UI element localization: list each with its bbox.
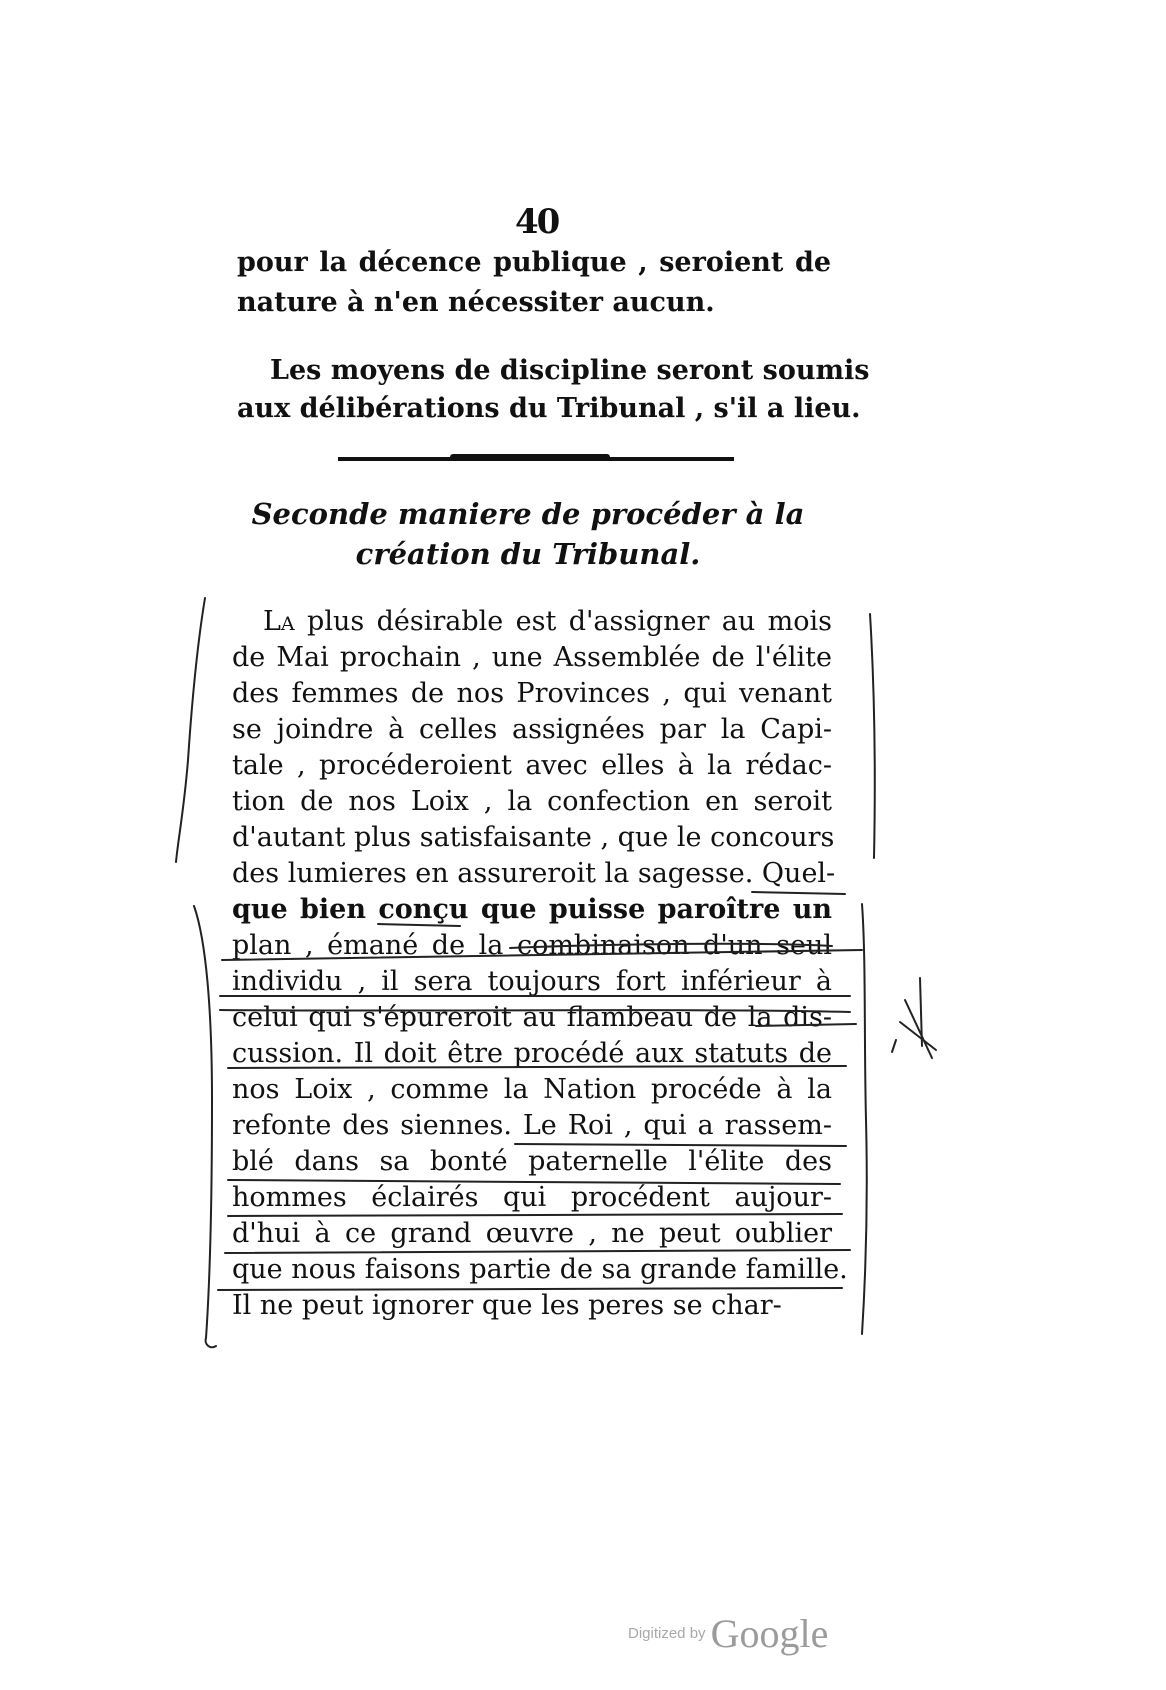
body-line-2: de Mai prochain , une Assemblée de l'élite bbox=[232, 642, 832, 673]
section-divider-center bbox=[450, 454, 610, 460]
body-line-8: des lumieres en assureroit la sagesse. Quel- bbox=[232, 858, 836, 889]
body-line-20: Il ne peut ignorer que les peres se char- bbox=[232, 1290, 782, 1321]
right-bracket-lower bbox=[862, 904, 867, 1334]
body-line-14: nos Loix , comme la Nation procéde à la bbox=[232, 1074, 832, 1105]
google-logo: Google bbox=[710, 1611, 829, 1656]
body-line-5: tale , procéderoient avec elles à la rédac- bbox=[232, 750, 832, 781]
para2-line-2: aux délibérations du Tribunal , s'il a lieu. bbox=[237, 393, 861, 424]
intro-line-1: pour la décence publique , seroient de bbox=[237, 247, 831, 278]
digitized-watermark bbox=[628, 1610, 828, 1657]
body-line-16: blé dans sa bonté paternelle l'élite des bbox=[232, 1146, 832, 1177]
margin-mark-vert bbox=[920, 978, 922, 1046]
drop-word: La bbox=[263, 606, 295, 637]
body-line-1-text: plus désirable est d'assigner au mois bbox=[294, 606, 832, 637]
right-bracket-upper bbox=[870, 614, 875, 858]
body-line-3: des femmes de nos Provinces , qui venant bbox=[232, 678, 832, 709]
body-line-1 bbox=[263, 604, 832, 640]
margin-mark-tick bbox=[892, 1040, 896, 1052]
section-heading-line-2: création du Tribunal. bbox=[355, 537, 701, 571]
page-number: 40 bbox=[515, 202, 559, 242]
body-line-7: d'autant plus satisfaisante , que le concours bbox=[232, 822, 835, 853]
body-line-17: hommes éclairés qui procédent aujour- bbox=[232, 1182, 832, 1213]
para2-line-1: Les moyens de discipline seront soumis bbox=[270, 355, 870, 386]
left-bracket-upper bbox=[176, 598, 205, 862]
body-line-19: que nous faisons partie de sa grande famille. bbox=[232, 1254, 848, 1285]
section-heading-line-1: Seconde maniere de procéder à la bbox=[251, 497, 805, 531]
body-line-13: cussion. Il doit être procédé aux statuts de bbox=[232, 1038, 832, 1069]
body-line-15: refonte des siennes. Le Roi , qui a rassem- bbox=[232, 1110, 832, 1141]
body-line-11: individu , il sera toujours fort inférieur à bbox=[232, 966, 832, 997]
margin-mark-slash bbox=[905, 1000, 932, 1058]
intro-line-2: nature à n'en nécessiter aucun. bbox=[237, 287, 715, 318]
left-bracket-lower bbox=[194, 906, 216, 1347]
body-line-9: que bien conçu que puisse paroître un bbox=[232, 894, 832, 925]
body-line-10: plan , émané de la combinaison d'un seul bbox=[232, 930, 832, 961]
body-line-12: celui qui s'épureroit au flambeau de la dis- bbox=[232, 1002, 832, 1033]
margin-mark-diag bbox=[900, 1022, 936, 1050]
body-line-6: tion de nos Loix , la confection en seroit bbox=[232, 786, 832, 817]
body-line-4: se joindre à celles assignées par la Capi- bbox=[232, 714, 832, 745]
watermark-prefix: Digitized by bbox=[628, 1625, 706, 1642]
body-line-18: d'hui à ce grand œuvre , ne peut oublier bbox=[232, 1218, 832, 1249]
